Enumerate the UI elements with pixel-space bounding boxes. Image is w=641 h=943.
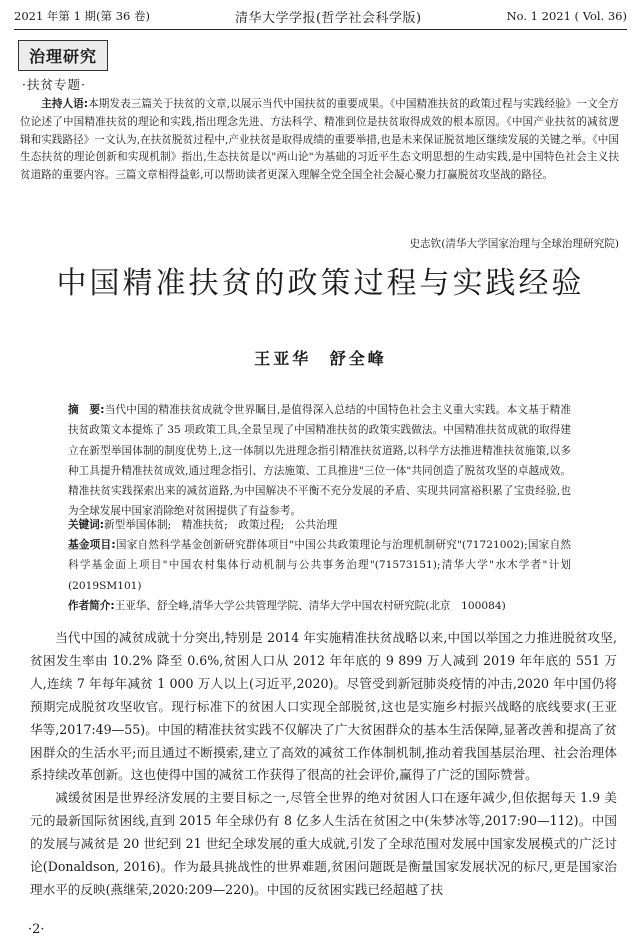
keywords-text: 新型举国体制; 精准扶贫; 政策过程; 公共治理 [104, 519, 338, 531]
author-info-label: 作者简介: [68, 600, 115, 612]
funding-label: 基金项目: [68, 539, 116, 551]
keywords [68, 515, 571, 535]
abstract-label: 摘 要: [68, 404, 105, 416]
body-paragraph: 当代中国的减贫成就十分突出,特别是 2014 年实施精准扶贫战略以来,中国以举国之力推进脱贫攻坚,贫困发生率由 10.2% 降至 0.6%,贫困人口从 2012 年年底的 9 899 万人减到 2019 年年底的 551 万人,连续 7 年每年减贫 1 000 万人以上(习近平,2020)。尽管受到新冠肺炎疫情的冲击,2020 年中国仍将预期完成脱贫攻坚收官。现行标准下的贫困人口实现全部脱贫,这也是实施乡村振兴战略的底线要求(王亚华等,2017:49—55)。中国的精准扶贫实践不仅解决了广大贫困群众的基本生活保障,显著改善和提高了贫困群众的生活水平;而且通过不断摸索,建立了高效的减贫工作体制机制,推动着我国基层治理、社会治理体系持续改革创新。这也使得中国的减贫工作获得了很高的社会评价,赢得了广泛的国际赞誉。 [30, 630, 617, 783]
header-volume: No. 1 2021 ( Vol. 36) [506, 9, 627, 23]
body-text [30, 627, 617, 902]
abstract-text: 当代中国的精准扶贫成就令世界瞩目,是值得深入总结的中国特色社会主义重大实践。本文基于精准扶贫政策文本提炼了 35 项政策工具,全景呈现了中国精准扶贫的政策实践做法。中国精准扶贫成就的取得建立在新型举国体制的制度优势上,这一体制以先进理念指引精准扶贫道路,以科学方法推进精准扶贫施策,以多种工具提升精准扶贫成效,通过理念指引、方法施策、工具推进"三位一体"共同创造了脱贫攻坚的卓越成效。精准扶贫实践探索出来的减贫道路,为中国解决不平衡不充分发展的矛盾、实现共同富裕积累了宝贵经验,也为全球发展中国家消除绝对贫困提供了有益参考。 [68, 404, 571, 518]
host-signature: 史志钦(清华大学国家治理与全球治理研究院) [409, 238, 619, 250]
article-authors: 王亚华 舒全峰 [254, 349, 387, 368]
author-info [68, 596, 571, 616]
section-label: 治理研究 [18, 40, 108, 71]
abstract [68, 400, 571, 522]
header-journal: 清华大学学报(哲学社会科学版) [234, 10, 422, 26]
host-note-text: 本期发表三篇关于扶贫的文章,以展示当代中国扶贫的重要成果。《中国精准扶贫的政策过程与实践经验》一文全方位论述了中国精准扶贫的理论和实践,指出理念先进、方法科学、精准到位是扶贫取得成效的根本原因。《中国产业扶贫的减贫逻辑和实践路径》一文认为,在扶贫脱贫过程中,产业扶贫是取得成绩的重要举措,也是未来保证脱贫地区继续发展的关键之举。《中国生态扶贫的理论创新和实现机制》指出,生态扶贫是以"两山论"为基础的习近平生态文明思想的生动实践,是中国特色社会主义扶贫道路的重要内容。三篇文章相得益彰,可以帮助读者更深入理解全党全国全社会凝心聚力打赢脱贫攻坚战的路径。 [20, 98, 619, 182]
author-info-text: 王亚华、舒全峰,清华大学公共管理学院、清华大学中国农村研究院(北京 100084) [114, 600, 506, 612]
host-note-label: 主持人语: [41, 98, 89, 110]
funding-text: 国家自然科学基金创新研究群体项目"中国公共政策理论与治理机制研究"(71721002);国家自然科学基金面上项目"中国农村集体行动机制与公共事务治理"(71573151);清华大学"水木学者"计划(2019SM101) [68, 539, 571, 592]
article-title: 中国精准扶贫的政策过程与实践经验 [56, 266, 585, 301]
host-note [20, 96, 619, 185]
header-issue: 2021 年第 1 期(第 36 卷) [14, 9, 150, 23]
special-topic: ·扶贫专题· [22, 77, 86, 92]
funding [68, 535, 571, 596]
running-header [14, 6, 627, 30]
page-number: ·2· [28, 922, 45, 937]
body-paragraph: 减缓贫困是世界经济发展的主要目标之一,尽管全世界的绝对贫困人口在逐年减少,但依据每天 1.9 美元的最新国际贫困线,直到 2015 年全球仍有 8 亿多人生活在贫困之中(朱梦冰等,2017:90—112)。中国的发展与减贫是 20 世纪到 21 世纪全球发展的重大成就,引发了全球范围对发展中国家发展模式的广泛讨论(Donaldson, 2016)。作为最具挑战性的世界难题,贫困问题既是衡量国家发展状况的标尺,更是国家治理水平的反映(燕继荣,2020:209—220)。中国的反贫困实践已经超越了扶 [30, 790, 617, 897]
keywords-label: 关键词: [68, 519, 105, 531]
